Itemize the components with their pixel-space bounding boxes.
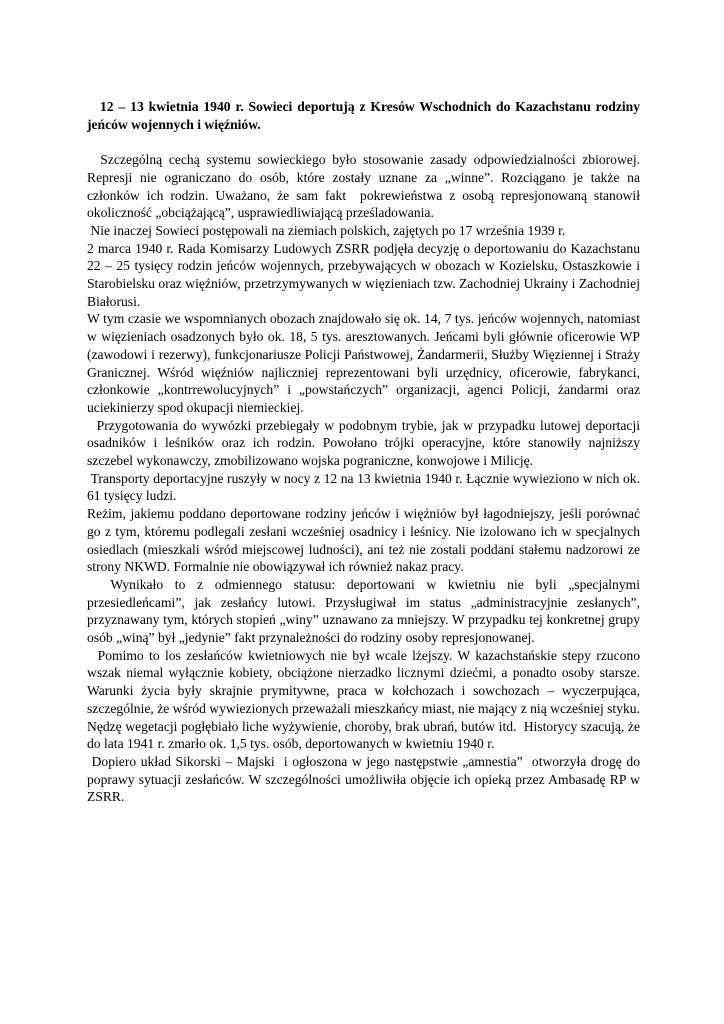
paragraph-1: Szczególną cechą systemu sowieckiego było stosowanie zasady odpowiedzialności zbiorowej. Represji nie ograniczano do osób, które zostały uznane za „winne”. Rozciągano je także na członków ich rodzin. Uważano, że sam fakt pokrewieństwa z osobą represjonowaną stanowił okoliczność „obciążającą”, usprawiedliwiającą prześladowania. — [87, 152, 647, 221]
document-body — [87, 151, 647, 806]
paragraph-7: Reżim, jakiemu poddano deportowane rodziny jeńców i więźniów był łagodniejszy, jeśli porównać go z tym, któremu podlegali zesłani wcześniej osadnicy i leśnicy. Nie izolowano ich w specjalnych osiedlach (mieszkali wśród miejscowej ludności), ani też nie zostali poddani stałemu nadzorowi ze strony NKWD. Formalnie nie obowiązywał ich również nakaz pracy. — [87, 506, 640, 575]
paragraph-2: Nie inaczej Sowieci postępowali na ziemiach polskich, zajętych po 17 września 1939 r. — [87, 222, 566, 238]
paragraph-4: W tym czasie we wspomnianych obozach znajdowało się ok. 14, 7 tys. jeńców wojennych, natomiast w więzieniach osadzonych było ok. 18, 5 tys. aresztowanych. Jeńcami byli głównie oficerowie WP (zawodowi i rezerwy), funkcjonariusze Policji Państwowej, Żandarmerii, Służby Więziennej i Straży Granicznej. Wśród więźniów najliczniej reprezentowani byli urzędnicy, oficerowie, fabrykanci, członkowie „kontrrewolucyjnych” i „powstańczych” organizacji, agenci Policji, żandarmi oraz uciekinierzy spod okupacji niemieckiej. — [87, 311, 640, 415]
document-title: 12 – 13 kwietnia 1940 r. Sowieci deportują z Kresów Wschodnich do Kazachstanu rodziny jeńców wojennych i więźniów. — [87, 99, 640, 132]
paragraph-9: Pomimo to los zesłańców kwietniowych nie był wcale lżejszy. W kazachstańskie stepy rzucono wszak niemal wyłącznie kobiety, obciążone nierzadko licznymi dziećmi, a ponadto osoby starsze. Warunki życia były skrajnie prymitywne, praca w kołchozach i sowchozach – wyczerpująca, szczególnie, że wśród wywiezionych przeważali mieszkańcy miast, nie mający z nią wcześniej styku. Nędzę wegetacji pogłębiało liche wyżywienie, choroby, brak ubrań, butów itd. Historycy szacują, że do lata 1941 r. zmarło ok. 1,5 tys. osób, deportowanych w kwietniu 1940 r. — [87, 647, 644, 752]
paragraph-8: Wynikało to z odmiennego statusu: deportowani w kwietniu nie byli „specjalnymi przesiedleńcami”, jak zesłańcy lutowi. Przysługiwał im status „administracyjnie zesłanych”, przyznawany tym, których stopień „winy” uznawano za mniejszy. W przypadku tej konkretnej grupy osób „winą” był „jedynie” fakt przynależności do rodziny osoby represjonowanej. — [87, 576, 644, 646]
paragraph-5: Przygotowania do wywózki przebiegały w podobnym trybie, jak w przypadku lutowej deportacji osadników i leśników oraz ich rodzin. Powołano trójki operacyjne, które stanowiły najniższy szczebel wykonawczy, zmobilizowano wojska pograniczne, konwojowe i Milicję. — [87, 417, 644, 469]
paragraph-6: Transporty deportacyjne ruszyły w nocy z 12 na 13 kwietnia 1940 r. Łącznie wywieziono w nich ok. 61 tysięcy ludzi. — [87, 470, 644, 504]
document-page — [87, 98, 647, 806]
paragraph-10: Dopiero układ Sikorski – Majski i ogłoszona w jego następstwie „amnestia” otworzyła drogę do poprawy sytuacji zesłańców. W szczególności umożliwiła objęcie ich opieką przez Ambasadę RP w ZSRR. — [87, 754, 644, 805]
paragraph-3: 2 marca 1940 r. Rada Komisarzy Ludowych ZSRR podjęła decyzję o deportowaniu do Kazachstanu 22 – 25 tysięcy rodzin jeńców wojennych, przebywających w obozach w Kozielsku, Ostaszkowie i Starobielsku oraz więźniów, przetrzymywanych w więzieniach tzw. Zachodniej Ukrainy i Zachodniej Białorusi. — [87, 240, 640, 309]
title-spacer — [87, 133, 640, 151]
